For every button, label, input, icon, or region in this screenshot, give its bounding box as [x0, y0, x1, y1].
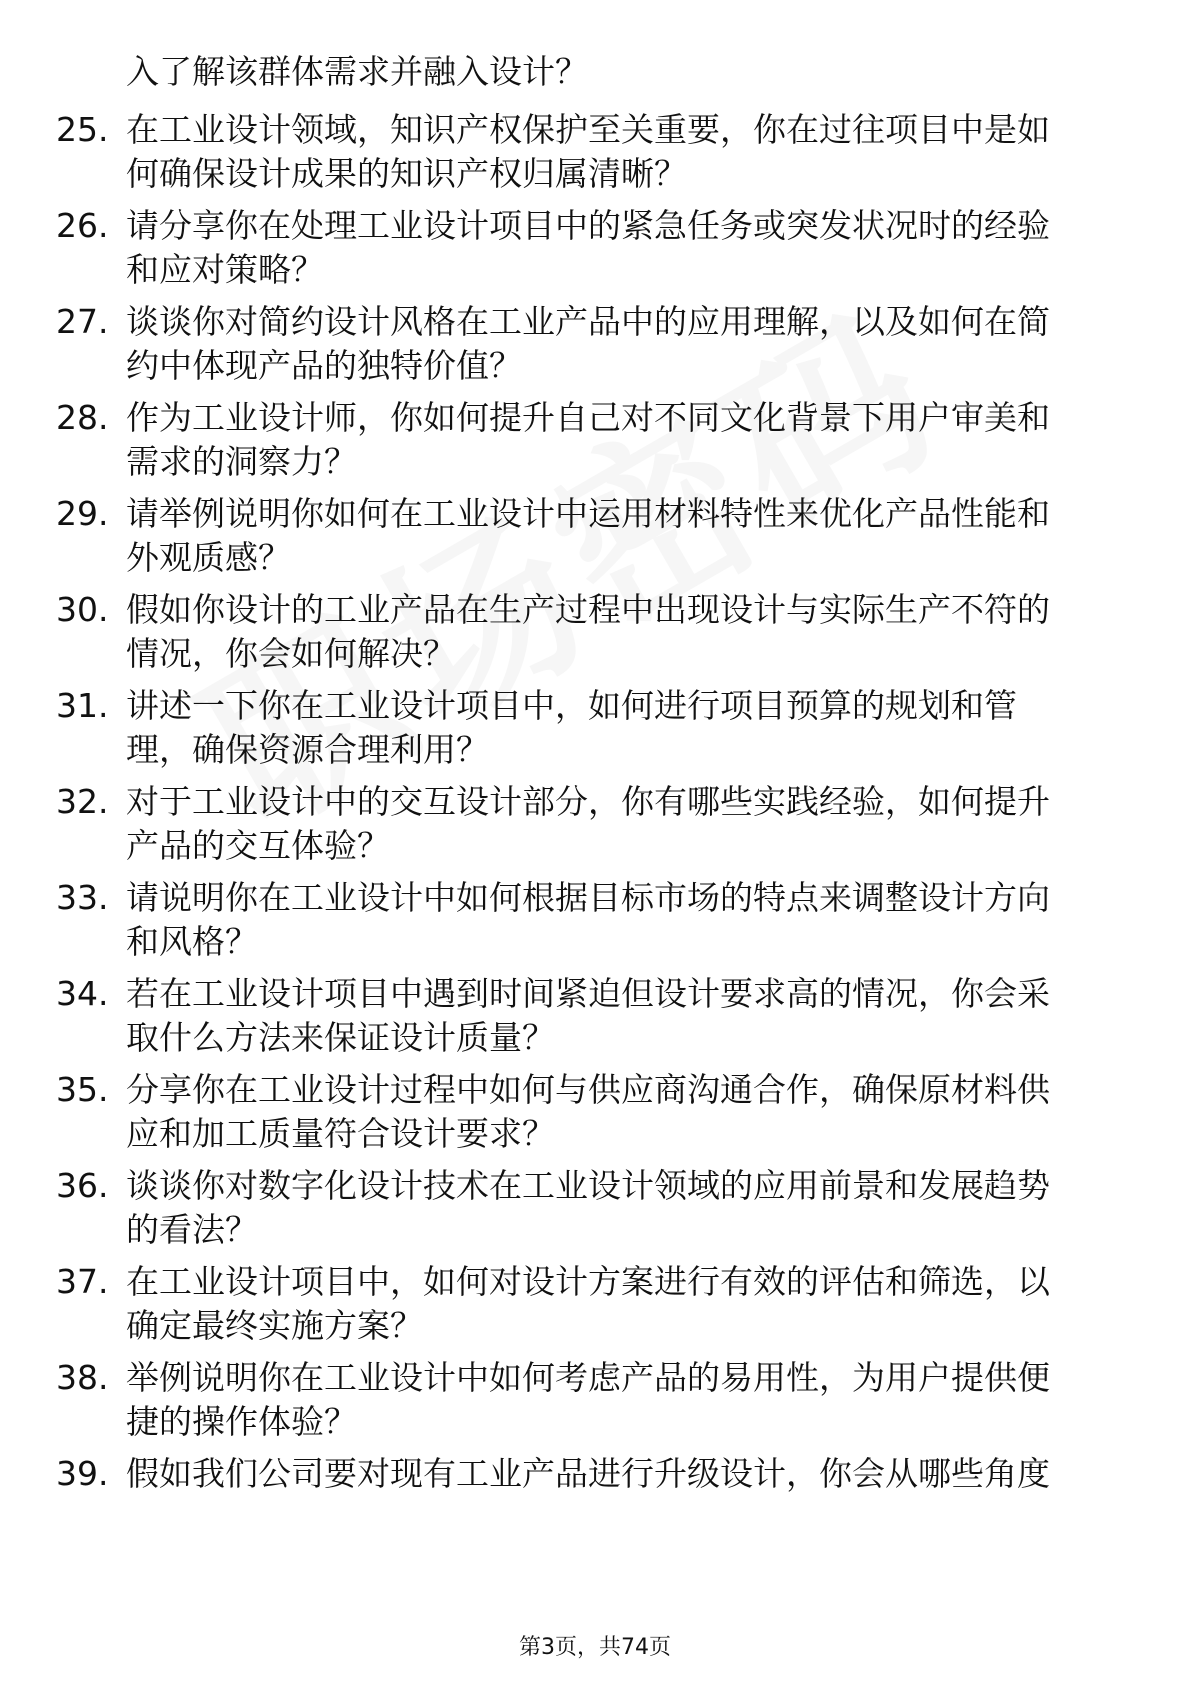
question-line: 请分享你在处理工业设计项目中的紧急任务或突发状况时的经验 [126, 206, 1050, 245]
question-text [126, 204, 1146, 292]
question-line: 约中体现产品的独特价值？ [126, 346, 522, 385]
question-text [126, 492, 1146, 580]
question-line: 假如你设计的工业产品在生产过程中出现设计与实际生产不符的 [126, 590, 1050, 629]
question-line: 假如我们公司要对现有工业产品进行升级设计，你会从哪些角度 [126, 1454, 1050, 1493]
question-number: 36. [56, 1166, 109, 1205]
question-number: 35. [56, 1070, 109, 1109]
question-text [126, 1356, 1146, 1444]
question-number: 31. [56, 686, 109, 725]
question-line: 和风格？ [126, 922, 258, 961]
page-footer: 第3页，共74页 [519, 1635, 671, 1660]
question-line: 在工业设计项目中，如何对设计方案进行有效的评估和筛选，以 [126, 1262, 1050, 1301]
question-line: 分享你在工业设计过程中如何与供应商沟通合作，确保原材料供 [126, 1070, 1050, 1109]
question-number: 38. [56, 1358, 109, 1397]
question-line: 捷的操作体验？ [126, 1402, 357, 1441]
question-line: 在工业设计领域，知识产权保护至关重要，你在过往项目中是如 [126, 110, 1050, 149]
question-number: 28. [56, 398, 109, 437]
question-number: 27. [56, 302, 109, 341]
question-line: 外观质感？ [126, 538, 291, 577]
question-text [126, 684, 1146, 772]
question-text [126, 972, 1146, 1060]
question-line: 何确保设计成果的知识产权归属清晰？ [126, 154, 687, 193]
question-line: 应和加工质量符合设计要求？ [126, 1114, 555, 1153]
question-line: 的看法？ [126, 1210, 258, 1249]
question-text [126, 876, 1146, 964]
question-text [126, 780, 1146, 868]
question-number: 33. [56, 878, 109, 917]
question-line: 情况，你会如何解决？ [126, 634, 456, 673]
question-text [126, 396, 1146, 484]
question-text [126, 1068, 1146, 1156]
question-line: 需求的洞察力？ [126, 442, 357, 481]
question-text [126, 108, 1146, 196]
question-line: 讲述一下你在工业设计项目中，如何进行项目预算的规划和管 [126, 686, 1017, 725]
question-line: 产品的交互体验？ [126, 826, 390, 865]
question-line: 理，确保资源合理利用？ [126, 730, 489, 769]
question-line: 谈谈你对简约设计风格在工业产品中的应用理解，以及如何在简 [126, 302, 1050, 341]
question-number: 39. [56, 1454, 109, 1493]
question-text [126, 1452, 1146, 1496]
question-number: 26. [56, 206, 109, 245]
question-text [126, 1260, 1146, 1348]
question-number: 34. [56, 974, 109, 1013]
question-line: 谈谈你对数字化设计技术在工业设计领域的应用前景和发展趋势 [126, 1166, 1050, 1205]
question-line: 确定最终实施方案？ [126, 1306, 423, 1345]
question-line: 请举例说明你如何在工业设计中运用材料特性来优化产品性能和 [126, 494, 1050, 533]
question-line: 举例说明你在工业设计中如何考虑产品的易用性，为用户提供便 [126, 1358, 1050, 1397]
question-line: 取什么方法来保证设计质量？ [126, 1018, 555, 1057]
question-line: 对于工业设计中的交互设计部分，你有哪些实践经验，如何提升 [126, 782, 1050, 821]
question-number: 29. [56, 494, 109, 533]
question-line: 请说明你在工业设计中如何根据目标市场的特点来调整设计方向 [126, 878, 1050, 917]
question-line: 和应对策略？ [126, 250, 324, 289]
continuation-text: 入了解该群体需求并融入设计？ [126, 52, 588, 91]
question-text [126, 1164, 1146, 1252]
question-number: 30. [56, 590, 109, 629]
question-text [126, 588, 1146, 676]
question-number: 25. [56, 110, 109, 149]
question-line: 作为工业设计师，你如何提升自己对不同文化背景下用户审美和 [126, 398, 1050, 437]
question-line: 若在工业设计项目中遇到时间紧迫但设计要求高的情况，你会采 [126, 974, 1050, 1013]
question-number: 32. [56, 782, 109, 821]
question-text [126, 300, 1146, 388]
question-number: 37. [56, 1262, 109, 1301]
